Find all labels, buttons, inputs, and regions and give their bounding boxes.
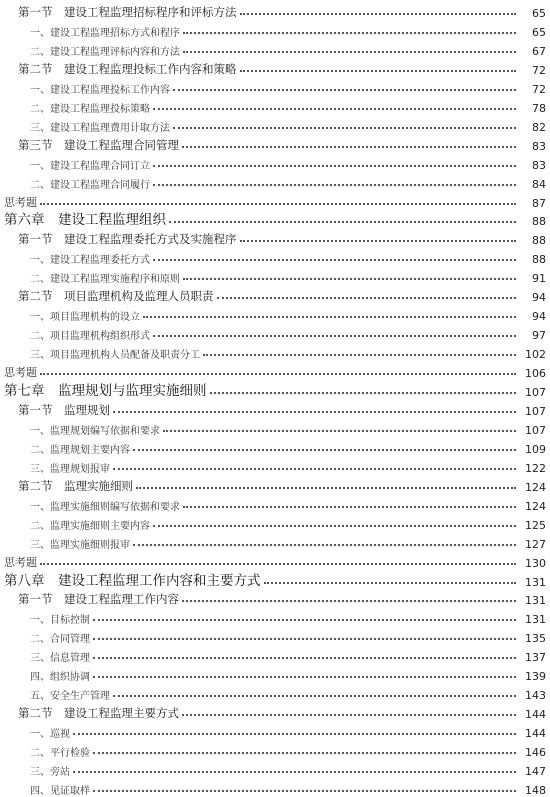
toc-page-number: 83 bbox=[532, 158, 546, 172]
toc-page-number: 88 bbox=[532, 253, 546, 267]
toc-page-number: 139 bbox=[525, 670, 546, 684]
toc-entry-title: 二、监理实施细则主要内容 bbox=[30, 520, 150, 532]
toc-entry-title: 第二节 建设工程监理投标工作内容和策略 bbox=[18, 61, 237, 76]
toc-entry-title: 一、监理规划编写依据和要求 bbox=[30, 425, 160, 437]
dot-leader bbox=[217, 297, 517, 299]
toc-entry-title: 二、平行检验 bbox=[30, 748, 90, 760]
dot-leader bbox=[153, 259, 516, 261]
dot-leader bbox=[264, 582, 517, 584]
toc-entry-title: 一、建设工程监理委托方式 bbox=[30, 255, 150, 267]
toc-page-number: 144 bbox=[525, 708, 546, 722]
toc-page-number: 72 bbox=[532, 63, 546, 77]
toc-page-number: 135 bbox=[525, 632, 546, 646]
dot-leader bbox=[153, 184, 516, 186]
dot-leader bbox=[183, 278, 516, 280]
toc-page-number: 72 bbox=[532, 82, 546, 96]
toc-entry-title: 一、建设工程监理招标方式和程序 bbox=[30, 27, 180, 39]
toc-entry-title: 三、建设工程监理费用计取方法 bbox=[30, 122, 170, 134]
toc-page-number: 88 bbox=[532, 234, 546, 248]
dot-leader bbox=[163, 430, 516, 432]
dot-leader bbox=[93, 638, 516, 640]
toc-entry-title: 第二节 建设工程监理主要方式 bbox=[18, 706, 179, 721]
toc-page-number: 91 bbox=[532, 272, 546, 286]
dot-leader bbox=[136, 487, 516, 489]
toc-page-number: 97 bbox=[532, 329, 546, 343]
dot-leader bbox=[113, 468, 516, 470]
dot-leader bbox=[153, 108, 516, 110]
toc-page-number: 137 bbox=[525, 651, 546, 665]
toc-entry-title: 四、见证取样 bbox=[30, 785, 90, 797]
dot-leader bbox=[183, 51, 516, 53]
toc-page-number: 65 bbox=[532, 25, 546, 39]
toc-entry-title: 一、监理实施细则编写依据和要求 bbox=[30, 501, 180, 513]
toc-page-number: 107 bbox=[525, 386, 546, 399]
toc-entry-title: 二、监理规划主要内容 bbox=[30, 444, 130, 456]
dot-leader bbox=[182, 714, 516, 716]
toc-page-number: 146 bbox=[525, 746, 546, 760]
dot-leader bbox=[169, 221, 516, 223]
dot-leader bbox=[210, 392, 517, 394]
toc-page-number: 82 bbox=[532, 120, 546, 134]
toc-page-number: 83 bbox=[532, 139, 546, 153]
toc-page-number: 124 bbox=[525, 499, 546, 513]
dot-leader bbox=[93, 790, 516, 792]
toc-entry-title: 四、组织协调 bbox=[30, 672, 90, 684]
dot-leader bbox=[173, 127, 516, 129]
toc-page-number: 88 bbox=[532, 215, 546, 229]
dot-leader bbox=[93, 619, 516, 621]
dot-leader bbox=[113, 411, 516, 413]
toc-page-number: 144 bbox=[525, 727, 546, 741]
dot-leader bbox=[182, 146, 516, 148]
toc-page-number: 67 bbox=[532, 44, 546, 58]
toc-page-number: 107 bbox=[525, 423, 546, 437]
toc-page-number: 124 bbox=[525, 480, 546, 494]
dot-leader bbox=[203, 354, 516, 356]
toc-page-number: 102 bbox=[525, 348, 546, 362]
toc-entry-title: 第七章 监理规划与监理实施细则 bbox=[4, 383, 207, 399]
toc-entry-title: 第一节 监理规划 bbox=[18, 402, 110, 417]
toc-entry-title: 二、合同管理 bbox=[30, 634, 90, 646]
toc-entry-title: 第二节 监理实施细则 bbox=[18, 478, 133, 493]
toc-page-number: 78 bbox=[532, 101, 546, 115]
dot-leader bbox=[183, 32, 516, 34]
toc-entry-title: 二、建设工程监理实施程序和原则 bbox=[30, 274, 180, 286]
toc-entry-title: 三、监理规划报审 bbox=[30, 463, 110, 475]
dot-leader bbox=[40, 563, 516, 565]
dot-leader bbox=[133, 449, 516, 451]
dot-leader bbox=[153, 165, 516, 167]
toc-entry-title: 第一节 建设工程监理委托方式及实施程序 bbox=[18, 232, 237, 247]
toc-entry-title: 思考题 bbox=[4, 555, 37, 569]
toc-entry-title: 三、信息管理 bbox=[30, 653, 90, 665]
toc-page-number: 148 bbox=[525, 783, 546, 797]
toc-entry-title: 五、安全生产管理 bbox=[30, 691, 110, 703]
toc-entry-title: 一、建设工程监理投标工作内容 bbox=[30, 84, 170, 96]
dot-leader bbox=[73, 733, 516, 735]
toc-entry-title: 二、建设工程监理评标内容和方法 bbox=[30, 46, 180, 58]
dot-leader bbox=[40, 373, 516, 375]
toc-page-number: 131 bbox=[525, 575, 546, 589]
toc-page-number: 106 bbox=[525, 367, 546, 381]
toc-entry-title: 第二节 项目监理机构及监理人员职责 bbox=[18, 289, 214, 304]
toc-page-number: 122 bbox=[525, 461, 546, 475]
dot-leader bbox=[240, 13, 517, 15]
dot-leader bbox=[153, 335, 516, 337]
dot-leader bbox=[240, 70, 517, 72]
toc-entry-title: 三、项目监理机构人员配备及职责分工 bbox=[30, 350, 200, 362]
toc-entry-title: 一、项目监理机构的设立 bbox=[30, 312, 140, 324]
toc-page-number: 131 bbox=[525, 594, 546, 608]
toc-entry-title: 第一节 建设工程监理工作内容 bbox=[18, 592, 179, 607]
dot-leader bbox=[240, 240, 517, 242]
dot-leader bbox=[73, 771, 516, 773]
toc-entry-title: 二、项目监理机构组织形式 bbox=[30, 331, 150, 343]
toc-page-number: 147 bbox=[525, 765, 546, 778]
toc-page-number: 94 bbox=[532, 291, 546, 305]
toc-entry-title: 三、监理实施细则报审 bbox=[30, 539, 130, 551]
toc-page-number: 94 bbox=[532, 310, 546, 324]
toc-entry-title: 二、建设工程监理合同履行 bbox=[30, 179, 150, 191]
toc-entry-title: 二、建设工程监理投标策略 bbox=[30, 103, 150, 115]
toc-page-number: 130 bbox=[525, 556, 546, 570]
dot-leader bbox=[93, 657, 516, 659]
dot-leader bbox=[40, 203, 516, 205]
toc-page-number: 65 bbox=[532, 7, 546, 20]
toc-entry-title: 第八章 建设工程监理工作内容和主要方式 bbox=[4, 572, 261, 589]
toc-entry-title: 思考题 bbox=[4, 195, 37, 209]
toc-entry-title: 一、目标控制 bbox=[30, 615, 90, 627]
toc-entry-title: 三、旁站 bbox=[30, 767, 70, 778]
toc-page-number: 127 bbox=[525, 537, 546, 551]
toc-entry-title: 第一节 建设工程监理招标程序和评标方法 bbox=[18, 5, 237, 19]
toc-page-number: 107 bbox=[525, 404, 546, 418]
dot-leader bbox=[182, 600, 516, 602]
toc-page-number: 109 bbox=[525, 442, 546, 456]
toc-entry-title: 一、建设工程监理合同订立 bbox=[30, 160, 150, 172]
toc-page-number: 131 bbox=[525, 613, 546, 627]
dot-leader bbox=[183, 506, 516, 508]
toc-page-number: 87 bbox=[532, 196, 546, 210]
toc-entry-title: 一、巡视 bbox=[30, 729, 70, 741]
toc-page-number: 143 bbox=[525, 689, 546, 703]
dot-leader bbox=[113, 695, 516, 697]
toc-entry-title: 思考题 bbox=[4, 366, 37, 380]
toc-page-number: 125 bbox=[525, 518, 546, 532]
dot-leader bbox=[143, 316, 516, 318]
toc-entry-item bbox=[0, 775, 550, 797]
toc-page-number: 84 bbox=[532, 177, 546, 191]
toc-entry-title: 第六章 建设工程监理组织 bbox=[4, 212, 166, 229]
dot-leader bbox=[173, 89, 516, 91]
toc-entry-title: 第三节 建设工程监理合同管理 bbox=[18, 137, 179, 152]
dot-leader bbox=[133, 544, 516, 546]
dot-leader bbox=[93, 676, 516, 678]
dot-leader bbox=[93, 752, 516, 754]
dot-leader bbox=[153, 525, 516, 527]
